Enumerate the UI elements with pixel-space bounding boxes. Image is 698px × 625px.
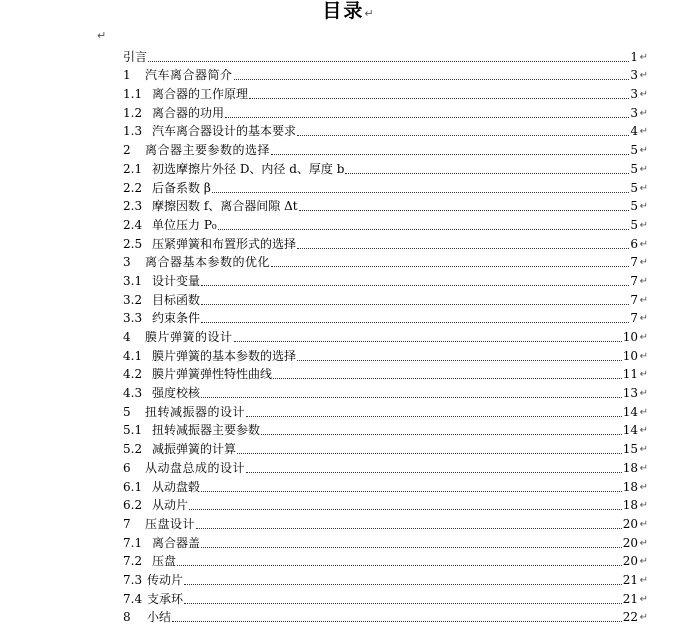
- toc-entry[interactable]: [123, 438, 648, 457]
- toc-entry-page: 14: [622, 423, 638, 438]
- paragraph-mark: ↵: [639, 369, 648, 381]
- toc-entry-title: 离合器主要参数的选择: [145, 143, 271, 158]
- toc-dot-leader: [148, 60, 629, 62]
- table-of-contents: [123, 46, 648, 625]
- paragraph-mark-left: ↵: [97, 29, 107, 42]
- toc-entry-number: 3.3: [123, 311, 143, 326]
- toc-entry-title: 从动片: [152, 498, 189, 513]
- toc-dot-leader: [271, 153, 629, 155]
- toc-entry-page: 7: [630, 273, 638, 288]
- toc-entry[interactable]: [123, 65, 648, 84]
- toc-entry-title: 引言: [123, 49, 148, 64]
- toc-entry-number: 7.3: [123, 572, 143, 587]
- toc-entry-page: 5: [630, 143, 638, 158]
- toc-dot-leader: [201, 546, 622, 548]
- toc-entry-number: 1.2: [123, 105, 143, 120]
- toc-entry-title: 设计变量: [152, 273, 201, 288]
- toc-entry-number: 3.1: [123, 273, 143, 288]
- toc-entry-title: 减振弹簧的计算: [152, 442, 237, 457]
- toc-entry-page: 5: [630, 180, 638, 195]
- toc-entry-title: 压紧弹簧和布置形式的选择: [152, 236, 297, 251]
- toc-entry-title: 从动盘总成的设计: [145, 460, 246, 475]
- toc-entry-number: 6: [123, 460, 131, 475]
- toc-entry-title: 膜片弹簧弹性特性曲线: [152, 367, 273, 382]
- toc-entry[interactable]: [123, 308, 648, 327]
- toc-entry-page: 11: [622, 367, 638, 382]
- toc-entry-number: 2: [123, 143, 131, 158]
- toc-dot-leader: [201, 490, 622, 492]
- toc-entry[interactable]: [123, 289, 648, 308]
- toc-entry[interactable]: [123, 177, 648, 196]
- toc-dot-leader: [299, 209, 630, 211]
- toc-entry-number: 2.4: [123, 217, 143, 232]
- toc-entry-page: 15: [622, 442, 638, 457]
- toc-entry-number: 7.1: [123, 535, 143, 550]
- toc-entry[interactable]: [123, 569, 648, 588]
- toc-entry[interactable]: [123, 102, 648, 121]
- toc-entry-title: 扭转减振器主要参数: [152, 423, 261, 438]
- toc-entry-number: 2.5: [123, 236, 143, 251]
- toc-entry[interactable]: [123, 196, 648, 215]
- toc-entry-number: 4: [123, 330, 131, 344]
- paragraph-mark: ↵: [639, 70, 648, 82]
- toc-entry-page: 10: [622, 348, 638, 363]
- toc-entry[interactable]: [123, 532, 648, 551]
- toc-entry-title: 小结: [147, 610, 172, 625]
- toc-dot-leader: [177, 564, 622, 566]
- toc-entry-number: 1.1: [123, 87, 143, 102]
- toc-entry-title: 扭转减振器的设计: [145, 404, 246, 419]
- toc-entry-number: 3: [123, 255, 131, 270]
- toc-entry[interactable]: [123, 158, 648, 177]
- toc-entry-number: 6.1: [123, 479, 143, 494]
- toc-entry-page: 18: [622, 460, 638, 475]
- toc-entry-page: 3: [630, 105, 638, 120]
- toc-dot-leader: [261, 433, 622, 435]
- toc-entry-page: 7: [630, 255, 638, 270]
- paragraph-mark: ↵: [639, 462, 648, 474]
- toc-entry[interactable]: [123, 121, 648, 140]
- paragraph-mark: ↵: [639, 500, 648, 512]
- toc-entry-page: 21: [622, 591, 638, 606]
- toc-dot-leader: [297, 247, 629, 249]
- toc-dot-leader: [201, 284, 629, 286]
- toc-entry-number: 7.2: [123, 554, 143, 569]
- toc-entry-title: 膜片弹簧的基本参数的选择: [152, 348, 297, 363]
- toc-dot-leader: [273, 377, 622, 379]
- toc-entry-title: 初选摩擦片外径 D、内径 d、厚度 b: [152, 161, 345, 176]
- toc-entry-number: 6.2: [123, 498, 143, 513]
- toc-dot-leader: [201, 303, 629, 305]
- toc-entry-title: 单位压力 P₀: [152, 217, 217, 232]
- paragraph-mark: ↵: [639, 145, 648, 157]
- toc-entry-number: 7: [123, 516, 131, 531]
- toc-entry[interactable]: [123, 476, 648, 495]
- toc-entry[interactable]: [123, 270, 648, 289]
- toc-entry-page: 20: [622, 554, 638, 569]
- toc-entry[interactable]: [123, 214, 648, 233]
- toc-entry-page: 13: [622, 386, 638, 401]
- toc-entry[interactable]: [123, 457, 648, 476]
- toc-dot-leader: [172, 620, 622, 622]
- toc-dot-leader: [345, 172, 629, 174]
- toc-entry-number: 2.2: [123, 180, 143, 195]
- toc-entry[interactable]: [123, 551, 648, 570]
- paragraph-mark: ↵: [639, 126, 648, 138]
- toc-entry-number: 1: [123, 68, 131, 83]
- toc-entry[interactable]: [123, 233, 648, 252]
- paragraph-mark: ↵: [639, 182, 648, 194]
- toc-entry-page: 3: [630, 68, 638, 83]
- toc-dot-leader: [234, 340, 622, 342]
- toc-entry-title: 压盘设计: [145, 516, 196, 531]
- toc-entry-title: 膜片弹簧的设计: [145, 330, 233, 344]
- paragraph-mark: ↵: [639, 201, 648, 213]
- paragraph-mark: ↵: [639, 444, 648, 456]
- toc-entry-number: 5: [123, 404, 131, 419]
- toc-entry-page: 7: [630, 292, 638, 307]
- toc-dot-leader: [246, 415, 622, 417]
- paragraph-mark: ↵: [639, 612, 648, 624]
- toc-entry[interactable]: [123, 252, 648, 271]
- toc-entry-page: 7: [630, 311, 638, 326]
- toc-dot-leader: [184, 583, 622, 585]
- toc-entry-title: 目标函数: [152, 292, 201, 307]
- toc-entry-page: 18: [622, 498, 638, 513]
- toc-entry-page: 21: [622, 572, 638, 587]
- title-text: 目录: [322, 0, 365, 22]
- toc-entry[interactable]: [123, 607, 648, 625]
- toc-entry[interactable]: [123, 495, 648, 514]
- toc-entry-number: 5.2: [123, 442, 143, 457]
- toc-entry[interactable]: [123, 139, 648, 158]
- toc-entry-title: 后备系数 β: [152, 180, 211, 195]
- toc-entry-page: 14: [622, 404, 638, 419]
- toc-entry-number: 7.4: [123, 591, 143, 606]
- paragraph-mark: ↵: [639, 518, 648, 530]
- toc-entry-title: 离合器的工作原理: [152, 87, 249, 102]
- toc-dot-leader: [184, 602, 622, 604]
- toc-entry-page: 20: [622, 516, 638, 531]
- toc-entry-title: 压盘: [152, 554, 177, 569]
- toc-entry-title: 约束条件: [152, 311, 201, 326]
- toc-entry-title: 汽车离合器简介: [145, 68, 233, 83]
- toc-entry[interactable]: [123, 345, 648, 364]
- toc-entry[interactable]: [123, 401, 648, 420]
- toc-entry[interactable]: [123, 513, 648, 532]
- toc-entry[interactable]: [123, 83, 648, 102]
- toc-entry-page: 3: [630, 87, 638, 102]
- toc-entry[interactable]: [123, 46, 648, 65]
- paragraph-mark: ↵: [639, 257, 648, 269]
- paragraph-mark: ↵: [639, 406, 648, 418]
- toc-entry-title: 离合器的功用: [152, 105, 225, 120]
- toc-entry-page: 5: [630, 217, 638, 232]
- toc-entry-number: 3.2: [123, 292, 143, 307]
- toc-entry-page: 1: [630, 49, 638, 64]
- paragraph-mark: ↵: [639, 107, 648, 119]
- toc-entry-number: 5.1: [123, 423, 143, 438]
- toc-dot-leader: [297, 134, 629, 136]
- toc-dot-leader: [201, 396, 622, 398]
- paragraph-mark: ↵: [639, 425, 648, 437]
- toc-entry[interactable]: [123, 326, 648, 345]
- toc-entry-title: 从动盘毂: [152, 479, 201, 494]
- paragraph-mark: ↵: [639, 219, 648, 231]
- toc-entry[interactable]: [123, 588, 648, 607]
- toc-entry-page: 20: [622, 535, 638, 550]
- toc-entry-page: 5: [630, 161, 638, 176]
- toc-dot-leader: [297, 359, 622, 361]
- paragraph-mark: ↵: [639, 388, 648, 400]
- toc-entry-number: 1.3: [123, 124, 143, 139]
- toc-entry-number: 4.2: [123, 367, 143, 382]
- toc-entry-page: 5: [630, 199, 638, 214]
- toc-entry-page: 4: [630, 124, 638, 139]
- paragraph-mark: ↵: [639, 332, 648, 343]
- toc-entry-title: 强度校核: [152, 386, 201, 401]
- toc-dot-leader: [218, 228, 630, 230]
- toc-entry[interactable]: [123, 364, 648, 383]
- toc-entry-title: 离合器盖: [152, 535, 201, 550]
- toc-entry[interactable]: [123, 420, 648, 439]
- paragraph-mark: ↵: [639, 294, 648, 306]
- toc-dot-leader: [225, 116, 629, 118]
- paragraph-mark: ↵: [639, 537, 648, 549]
- paragraph-mark: ↵: [364, 7, 376, 20]
- toc-dot-leader: [237, 452, 622, 454]
- toc-entry-page: 10: [622, 330, 638, 344]
- toc-entry-number: 2.1: [123, 161, 143, 176]
- paragraph-mark: ↵: [639, 574, 648, 586]
- toc-entry[interactable]: [123, 382, 648, 401]
- toc-dot-leader: [234, 78, 630, 80]
- toc-entry-title: 汽车离合器设计的基本要求: [152, 124, 297, 139]
- toc-entry-page: 6: [630, 236, 638, 251]
- paragraph-mark: ↵: [639, 275, 648, 287]
- paragraph-mark: ↵: [639, 556, 648, 568]
- toc-entry-number: 4.3: [123, 386, 143, 401]
- toc-entry-title: 传动片: [147, 572, 184, 587]
- paragraph-mark: ↵: [639, 313, 648, 325]
- paragraph-mark: ↵: [639, 238, 648, 250]
- toc-entry-number: 2.3: [123, 199, 143, 214]
- toc-entry-number: 4.1: [123, 348, 143, 363]
- toc-dot-leader: [196, 527, 622, 529]
- toc-dot-leader: [189, 508, 622, 510]
- toc-dot-leader: [249, 97, 629, 99]
- paragraph-mark: ↵: [639, 593, 648, 605]
- toc-entry-title: 离合器基本参数的优化: [145, 255, 271, 270]
- toc-entry-title: 摩擦因数 f、离合器间隙 Δt: [152, 199, 298, 214]
- toc-entry-number: 8: [123, 610, 131, 625]
- toc-entry-title: 支承环: [147, 591, 184, 606]
- toc-dot-leader: [271, 265, 629, 267]
- toc-dot-leader: [212, 191, 630, 193]
- paragraph-mark: ↵: [639, 163, 648, 175]
- paragraph-mark: ↵: [639, 51, 648, 63]
- toc-dot-leader: [201, 321, 629, 323]
- paragraph-mark: ↵: [639, 350, 648, 362]
- toc-entry-page: 22: [622, 610, 638, 625]
- toc-entry-page: 18: [622, 479, 638, 494]
- page-title: [0, 0, 698, 25]
- toc-dot-leader: [246, 471, 622, 473]
- paragraph-mark: ↵: [639, 89, 648, 101]
- paragraph-mark: ↵: [639, 481, 648, 493]
